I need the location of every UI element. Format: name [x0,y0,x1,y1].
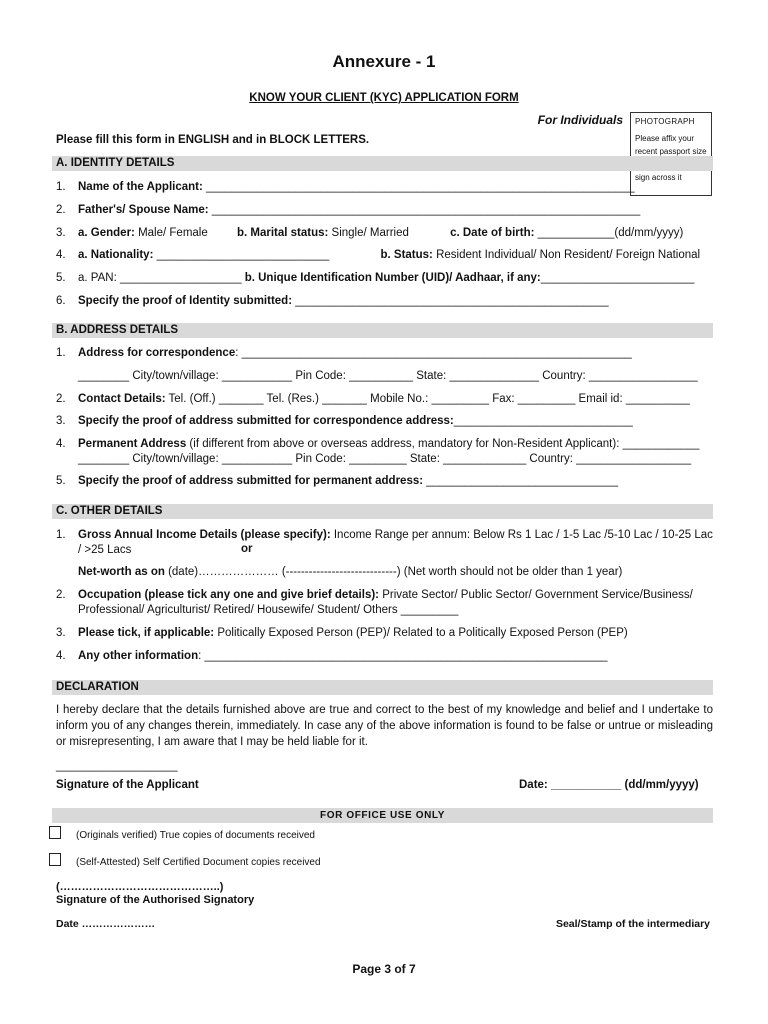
occupation-details[interactable] [78,588,713,618]
permanent-address-row[interactable] [56,437,716,452]
dob-field[interactable]: ____________(dd/mm/yyyy) [534,227,684,239]
identity-proof-row[interactable] [56,294,716,309]
status-label: b. Status: [380,249,433,261]
signature-line[interactable]: ___________________ [56,760,178,772]
row-number: 1. [56,347,66,359]
occupation-label: Occupation (please tick any one and give brief details): [78,589,379,601]
gender-label: a. Gender: [78,227,135,239]
section-a-heading: A. IDENTITY DETAILS [52,156,713,171]
pan-label: a. PAN: [78,272,117,284]
seal-stamp-label: Seal/Stamp of the intermediary [555,918,710,930]
identity-proof-field[interactable]: _________________________________________________ [292,295,609,307]
uid-field[interactable]: ________________________ [540,272,695,284]
page-title: Annexure - 1 [332,52,436,71]
row-number: 3. [56,227,66,239]
correspondence-address-label: Address for correspondence [78,347,236,359]
net-worth-row[interactable] [78,565,622,580]
authorised-signatory-name-field[interactable]: (……………………………………..) [56,881,224,893]
father-spouse-name-label: Father's/ Spouse Name: [78,204,209,216]
uid-label: b. Unique Identification Number (UID)/ Aadhaar, if any: [244,272,541,284]
row-number: 1. [56,529,66,541]
originals-verified-checkbox[interactable] [49,826,61,839]
for-individuals-label: For Individuals [537,113,623,127]
row-number: 2. [56,393,66,405]
section-c-heading: C. OTHER DETAILS [52,504,713,519]
other-info-row[interactable] [56,649,716,664]
correspondence-proof-label: Specify the proof of address submitted for correspondence address: [78,415,454,427]
declaration-heading: DECLARATION [52,680,713,695]
self-attested-label: (Self-Attested) Self Certified Document copies received [76,857,321,868]
income-range-options[interactable]: Income Range per annum: Below Rs 1 Lac / 1-5 Lac /5-10 Lac / 10-25 Lac / >25 Lacs [78,529,713,556]
permanent-city-pin-state-country[interactable]: ________ City/town/village: ___________ Pin Code: _________ State: _____________ Country: __________________ [78,453,692,465]
photograph-instruction: Please affix your recent passport size sign across it [635,134,707,182]
correspondence-address-field[interactable]: : _____________________________________________________________ [235,347,632,359]
row-number: 4. [56,438,66,450]
permanent-proof-field[interactable]: ______________________________ [423,475,619,487]
marital-status-label: b. Marital status: [236,227,329,239]
pep-label: Please tick, if applicable: [78,627,215,639]
identity-proof-label: Specify the proof of Identity submitted: [78,295,293,307]
gender-marital-dob-row [56,226,716,241]
father-spouse-name-row[interactable] [56,203,716,218]
pep-row[interactable] [56,626,716,641]
row-number: 3. [56,415,66,427]
net-worth-field[interactable]: (date)………………… (-----------------------------) (Net worth should not be older than 1 year) [164,566,623,578]
row-number: 6. [56,295,66,307]
income-details[interactable] [78,528,713,558]
fill-instruction: Please fill this form in ENGLISH and in BLOCK LETTERS. [56,134,370,146]
page-number: Page 3 of 7 [352,962,416,976]
declaration-date-field[interactable]: Date: ___________ (dd/mm/yyyy) [519,779,699,791]
correspondence-address-row[interactable] [56,346,716,361]
applicant-name-field[interactable]: ___________________________________________________________________ [202,181,635,193]
marital-status-options[interactable]: Single/ Married [328,227,409,239]
correspondence-proof-row[interactable] [56,414,716,429]
status-options[interactable]: Resident Individual/ Non Resident/ Foreign National [432,249,701,261]
originals-verified-label: (Originals verified) True copies of documents received [76,830,315,841]
applicant-name-row[interactable] [56,180,716,195]
gender-options[interactable]: Male/ Female [134,227,208,239]
applicant-name-label: Name of the Applicant: [78,181,203,193]
pan-uid-row [56,271,716,286]
permanent-address-label: Permanent Address [78,438,187,450]
photograph-title: PHOTOGRAPH [635,117,695,126]
applicant-signature-label: Signature of the Applicant [56,779,199,791]
nationality-status-row [56,248,716,263]
self-attested-checkbox[interactable] [49,853,61,866]
form-title: KNOW YOUR CLIENT (KYC) APPLICATION FORM [249,92,519,104]
contact-details-row[interactable] [56,392,716,407]
row-number: 4. [56,650,66,662]
occupation-options[interactable]: Private Sector/ Public Sector/ Government Service/Business/ Professional/ Agriculturist/ Retired/ Housewife/ Student/ Others _________ [78,589,693,616]
section-b-heading: B. ADDRESS DETAILS [52,323,713,338]
row-number: 2. [56,204,66,216]
contact-details-fields[interactable]: Tel. (Off.) _______ Tel. (Res.) _______ Mobile No.: _________ Fax: _________ Email id: __________ [165,393,690,405]
row-number: 3. [56,627,66,639]
father-spouse-name-field[interactable]: ___________________________________________________________________ [208,204,641,216]
row-number: 5. [56,475,66,487]
permanent-proof-label: Specify the proof of address submitted for permanent address: [78,475,424,487]
or-text: or [241,543,253,555]
office-use-heading: FOR OFFICE USE ONLY [52,808,713,823]
pep-options[interactable]: Politically Exposed Person (PEP)/ Related to a Politically Exposed Person (PEP) [214,627,628,639]
permanent-address-field[interactable]: (if different from above or overseas address, mandatory for Non-Resident Applicant): ____________ [186,438,700,450]
net-worth-label: Net-worth as on [78,566,165,578]
dob-label: c. Date of birth: [450,227,535,239]
other-info-field[interactable]: : _______________________________________________________________ [198,650,608,662]
contact-details-label: Contact Details: [78,393,166,405]
correspondence-proof-field[interactable]: ____________________________ [453,415,633,427]
other-info-label: Any other information [78,650,199,662]
authorised-signatory-label: Signature of the Authorised Signatory [56,894,255,906]
nationality-field[interactable]: ___________________________ [153,249,330,261]
permanent-proof-row[interactable] [56,474,716,489]
correspondence-city-pin-state-country[interactable]: ________ City/town/village: ___________ Pin Code: __________ State: ______________ Country: _________________ [78,370,698,382]
declaration-text: I hereby declare that the details furnished above are true and correct to the best of my knowledge and belief and I undertake to inform you of any changes therein, immediately. In case any of the above information is found to be false or untrue or misleading or misrepresenting, I am aware that I may be held liable for it. [56,704,713,748]
row-number: 2. [56,589,66,601]
nationality-label: a. Nationality: [78,249,154,261]
office-date-field[interactable]: Date ………………… [56,918,156,930]
pan-field[interactable]: ___________________ [116,272,245,284]
row-number: 1. [56,181,66,193]
income-label: Gross Annual Income Details (please specify): [78,529,331,541]
row-number: 4. [56,249,66,261]
row-number: 5. [56,272,66,284]
